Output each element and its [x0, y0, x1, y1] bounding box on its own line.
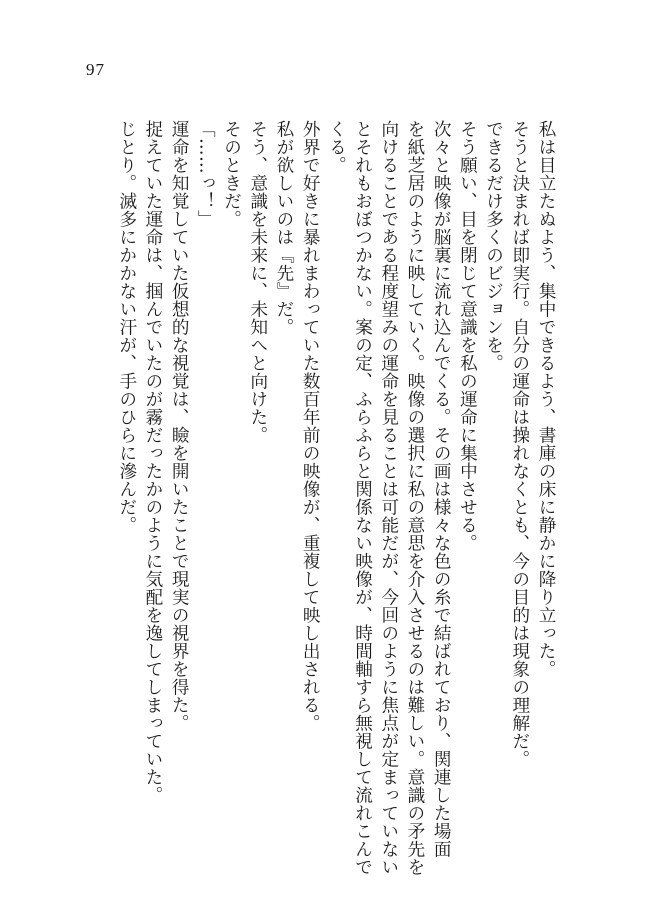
text-line: できるだけ多くのビジョンを。 [483, 120, 504, 372]
text-line: くる。 [326, 120, 347, 174]
text-line: 捉えていた運命は、掴んでいたのが霧だったかのように気配を逸してしまっていた。 [142, 120, 163, 804]
vertical-text-body [79, 120, 559, 876]
text-line: を紙芝居のように映していく。映像の選択に私の意思を介入させるのは難しい。意識の矛先を [404, 120, 425, 876]
page-number: 97 [86, 60, 105, 79]
text-line: 私は目立たぬよう、集中できるよう、書庫の床に静かに降り立った。 [536, 120, 556, 678]
text-line: 運命を知覚していた仮想的な視覚は、瞼を開いたことで現実の視界を得た。 [169, 120, 190, 732]
text-line: そう、意識を未来に、未知へと向けた。 [247, 120, 268, 444]
text-line: そうと決まれば即実行。自分の運命は操れなくとも、今の目的は現象の理解だ。 [509, 120, 530, 768]
text-line: 私が欲しいのは『先』だ。 [273, 120, 294, 336]
text-line: 向けることである程度望みの運命を見ることは可能だが、今回のように焦点が定まっていない [378, 120, 399, 876]
text-line: とそれもおぼつかない。案の定、ふらふらと関係ない映像が、時間軸すら無視して流れこんで [352, 120, 373, 876]
text-line: 外界で好きに暴れまわっていた数百年前の映像が、重複して映し出される。 [300, 120, 321, 732]
text-line: 「……っ！」 [195, 120, 216, 228]
text-line: 次々と映像が脳裏に流れ込んでくる。その画は様々な色の糸で結ばれており、関連した場面 [431, 120, 452, 858]
text-line: そのときだ。 [221, 120, 242, 228]
text-line: そう願い、目を閉じて意識を私の運命に集中させる。 [457, 120, 478, 552]
text-line: じとり。滅多にかかない汗が、手のひらに滲んだ。 [116, 120, 137, 534]
